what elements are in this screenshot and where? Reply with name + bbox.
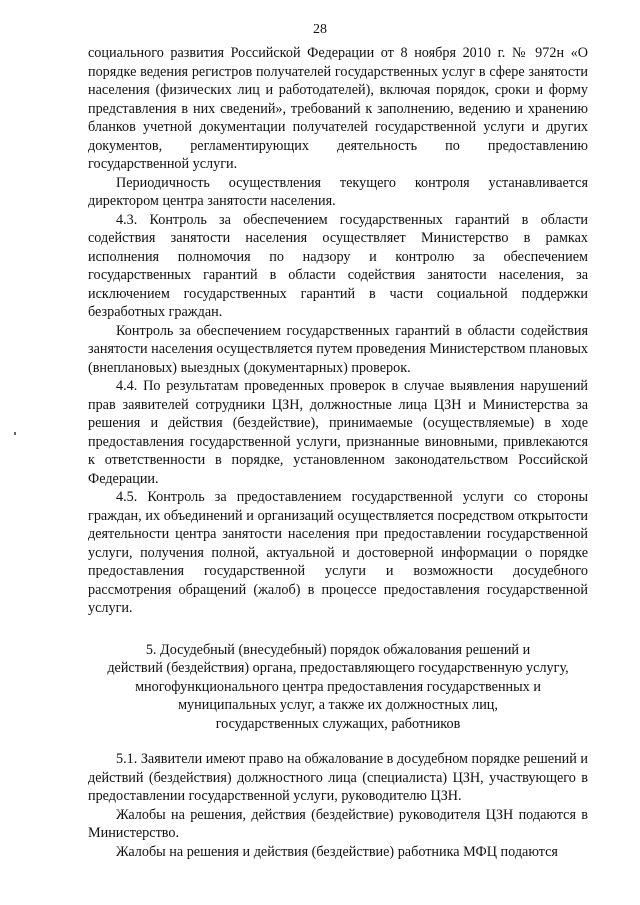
section-title-line: 5. Досудебный (внесудебный) порядок обжалования решений и bbox=[145, 641, 531, 658]
paragraph-complaints-czn-head: Жалобы на решения, действия (бездействие) руководителя ЦЗН подаются в Министерство. bbox=[88, 806, 588, 841]
scan-speck bbox=[14, 432, 16, 435]
paragraph-4-5: 4.5. Контроль за предоставлением государственной услуги со стороны граждан, их объединений и организаций осуществляется посредством открытости деятельности центра занятости населения при предоставлении государственной услуги, получения полной, актуальной и достоверной информации о порядке предоставления государственной услуги и возможности досудебного рассмотрения обращений (жалоб) в процессе предоставления государственной услуги. bbox=[88, 489, 588, 616]
section-title-line: муниципальных услуг, а также их должностных лиц, bbox=[178, 697, 498, 713]
document-body bbox=[88, 44, 588, 861]
paragraph-control-periodicity: Периодичность осуществления текущего контроля устанавливается директором центра занятости населения. bbox=[88, 174, 588, 209]
paragraph-5-1: 5.1. Заявители имеют право на обжалование в досудебном порядке решений и действий (бездействия) должностного лица (специалиста) ЦЗН, участвующего в предоставлении государственной услуги, руководителю ЦЗН. bbox=[88, 751, 588, 804]
section-title-line: действий (бездействия) органа, предоставляющего государственную услугу, bbox=[107, 660, 569, 676]
paragraph-4-4: 4.4. По результатам проведенных проверок в случае выявления нарушений прав заявителей сотрудники ЦЗН, должностные лица ЦЗН и Министерства за решения и действия (бездействие), принимаемые (осуществляемые) в ходе предоставления государственной услуги, признанные виновными, привлекаются к ответственности в порядке, установленном законодательством Российской Федерации. bbox=[88, 378, 588, 487]
page-number: 28 bbox=[313, 22, 327, 37]
paragraph-control-method: Контроль за обеспечением государственных гарантий в области содействия занятости населения осуществляется путем проведения Министерством плановых (внеплановых) выездных (документарных) проверок. bbox=[88, 322, 588, 376]
paragraph-continuation: социального развития Российской Федерации от 8 ноября 2010 г. № 972н «О порядке ведения регистров получателей государственных услуг в сфере занятости населения (физических лиц и работодателей), включая порядок, сроки и форму представления в них сведений», требований к заполнению, ведению и хранению бланков учетной документации получателей государственной услуги и других документов, регламентирующих деятельность по предоставлению государственной услуги. bbox=[88, 45, 588, 172]
section-title-line: многофункционального центра предоставления государственных и bbox=[135, 678, 541, 695]
paragraph-complaints-mfc: Жалобы на решения и действия (бездействие) работника МФЦ подаются bbox=[116, 843, 558, 860]
section-5-title bbox=[88, 641, 588, 734]
section-title-line: государственных служащих, работников bbox=[215, 715, 461, 732]
paragraph-4-3: 4.3. Контроль за обеспечением государственных гарантий в области содействия занятости населения осуществляет Министерство в рамках исполнения полномочия по надзору и контролю за обеспечением государственных гарантий в области содействия занятости населения, за исключением государственных гарантий в части социальной поддержки безработных граждан. bbox=[88, 211, 588, 320]
